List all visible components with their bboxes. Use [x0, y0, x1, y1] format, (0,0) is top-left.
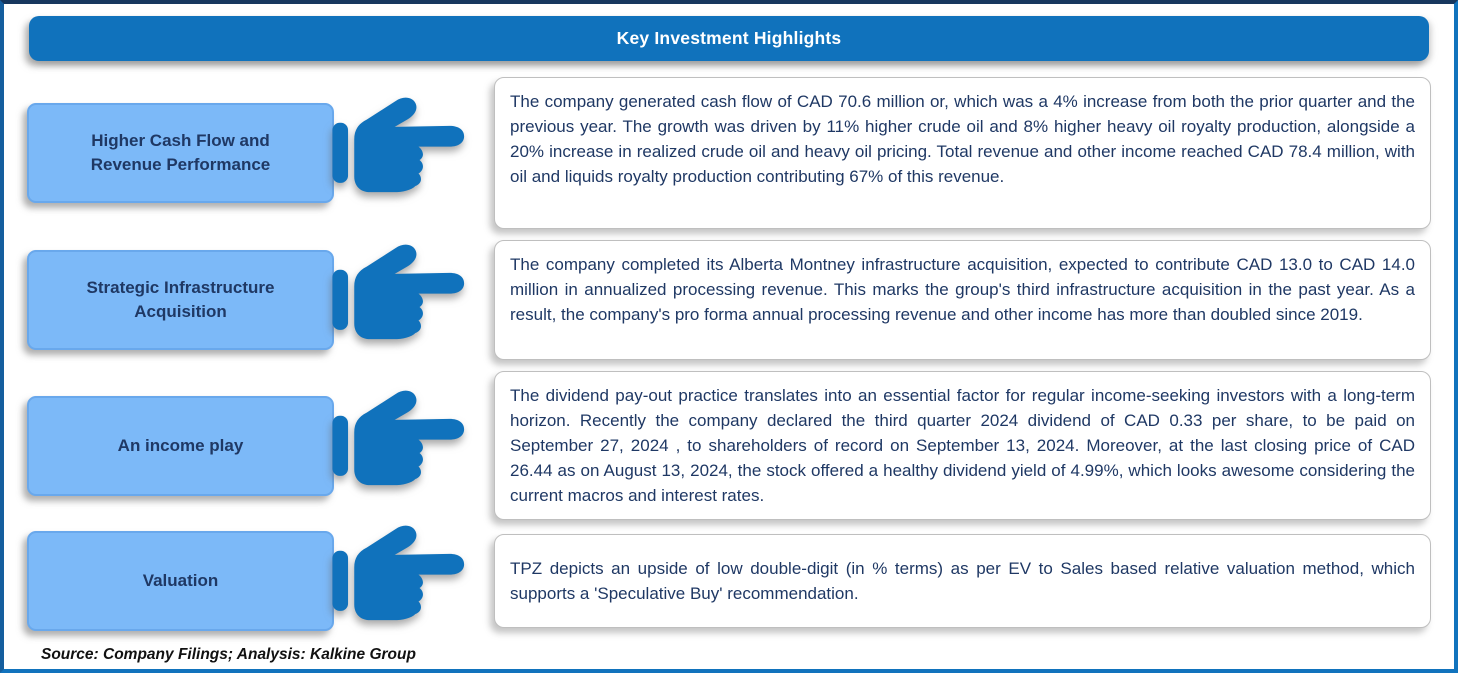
topic-box — [27, 250, 334, 350]
topic-label: Higher Cash Flow and Revenue Performance — [90, 131, 271, 174]
detail-box — [494, 534, 1431, 628]
topic-box — [27, 531, 334, 631]
topic-cell — [27, 103, 334, 203]
topic-cell — [27, 531, 334, 631]
highlight-row-acquisition — [27, 240, 1431, 360]
pointing-hand-icon — [331, 94, 477, 208]
detail-text: The dividend pay-out practice translates into an essential factor for regular income-seeking investors with a long-term horizon. Recently the company declared the third quarter 2024 dividend of CAD 0.33 per share, to be paid on September 27, 2024 , to shareholders of record on September 13, 2024. Moreover, at the last closing price of CAD 26.44 as on August 13, 2024, the stock offered a healthy dividend yield of 4.99%, which looks awesome considering the current macros and interest rates. — [510, 386, 1415, 505]
detail-text: TPZ depicts an upside of low double-digit (in % terms) as per EV to Sales based relative valuation method, which supports a 'Speculative Buy' recommendation. — [510, 559, 1415, 603]
topic-label: Valuation — [142, 571, 219, 590]
highlight-row-cash-flow — [27, 77, 1431, 229]
topic-cell — [27, 396, 334, 496]
highlight-row-income — [27, 371, 1431, 520]
pointing-hand-icon — [331, 386, 477, 500]
detail-text: The company completed its Alberta Montney infrastructure acquisition, expected to contribute CAD 13.0 to CAD 14.0 million in annualized processing revenue. This marks the group's third infrastructure acquisition in the past year. As a result, the company's pro forma annual processing revenue and other income has more than doubled since 2019. — [510, 255, 1415, 324]
highlights-list — [25, 77, 1433, 631]
pointing-hand-icon — [331, 241, 477, 355]
topic-box — [27, 396, 334, 496]
pointing-hand-icon — [331, 522, 477, 636]
highlight-row-valuation — [27, 531, 1431, 631]
detail-box — [494, 77, 1431, 229]
detail-text: The company generated cash flow of CAD 70.6 million or, which was a 4% increase from both the prior quarter and the previous year. The growth was driven by 11% higher crude oil and 8% higher heavy oil royalty production, alongside a 20% increase in realized crude oil and heavy oil pricing. Total revenue and other income reached CAD 78.4 million, with oil and liquids royalty production contributing 67% of this revenue. — [510, 92, 1415, 186]
detail-box — [494, 371, 1431, 520]
detail-box — [494, 240, 1431, 360]
header-bar — [29, 16, 1429, 61]
topic-box — [27, 103, 334, 203]
topic-label: Strategic Infrastructure Acquisition — [86, 278, 275, 321]
page-title: Key Investment Highlights — [616, 28, 842, 48]
topic-cell — [27, 250, 334, 350]
source-note: Source: Company Filings; Analysis: Kalkine Group — [41, 646, 416, 663]
topic-label: An income play — [117, 435, 244, 455]
